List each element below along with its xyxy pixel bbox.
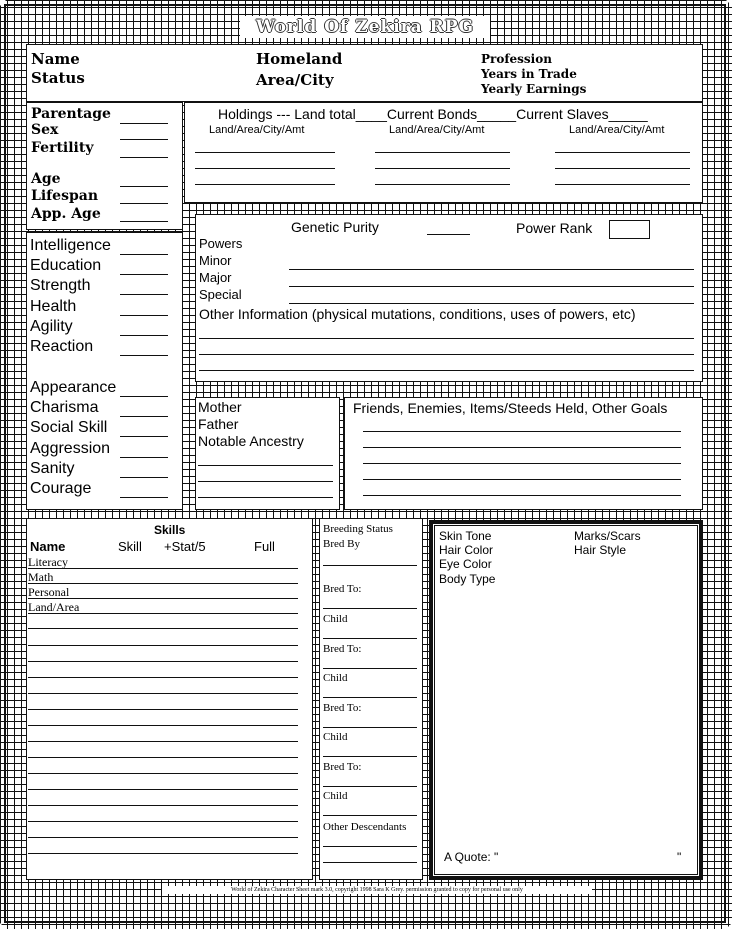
holdings-heading: Holdings --- Land total____Current Bonds_____Current Slaves_____ [218,106,648,122]
power-rank-label: Power Rank [516,220,593,236]
status-label: Status [31,69,85,87]
aggression-line [120,457,168,458]
skill-line [28,741,298,742]
name-label: Name [31,50,80,68]
major-label: Major [199,270,232,285]
breeding-entry-line [323,638,417,639]
holdings-line [555,184,690,185]
agility-line [120,335,168,336]
skill-line [28,645,298,646]
hair-color-label: Hair Color [439,543,494,557]
lifespan-label: Lifespan [31,188,99,204]
ancestry-line [198,465,333,466]
skill-line [28,583,298,584]
skill-line [28,613,298,614]
father-label: Father [198,416,239,432]
appearance-line [120,396,168,397]
holdings-line [195,184,335,185]
holdings-col2-label: Land/Area/City/Amt [389,124,485,136]
breeding-entry-label: Bred To: [323,702,362,714]
other-info-line [199,370,694,371]
breeding-entry-line [323,815,417,816]
social-skill-label: Social Skill [30,419,108,436]
strength-label: Strength [30,277,91,294]
strength-line [120,294,168,295]
marks-scars-label: Marks/Scars [574,529,641,543]
skill-row-label: Literacy [28,555,68,569]
lifespan-line [120,203,168,204]
skill-line [28,789,298,790]
minor-line [289,269,694,270]
skill-line [28,837,298,838]
mother-label: Mother [198,399,242,415]
intelligence-label: Intelligence [30,237,111,254]
skill-line [28,598,298,599]
homeland-label: Homeland [256,50,343,68]
holdings-line [195,152,335,153]
age-line [120,186,168,187]
holdings-line [195,168,335,169]
sheet-title: World Of Zekira RPG [240,16,490,38]
minor-label: Minor [199,253,232,268]
descendants-line [323,862,417,863]
holdings-line [555,152,690,153]
skill-line [28,709,298,710]
parentage-label: Parentage [31,106,111,122]
breeding-entry-label: Bred To: [323,761,362,773]
powers-label: Powers [199,236,243,251]
skill-line [28,628,298,629]
friends-line [363,431,681,432]
hair-style-label: Hair Style [574,543,627,557]
skills-col-full: Full [254,539,275,554]
ancestry-line [198,481,333,482]
friends-label: Friends, Enemies, Items/Steeds Held, Other Goals [353,400,668,416]
notable-ancestry-label: Notable Ancestry [198,433,304,449]
genetics-panel [195,214,703,382]
other-descendants-label: Other Descendants [323,821,407,833]
breeding-entry-label: Child [323,672,348,684]
bred-by-label: Bred By [323,538,360,550]
skills-col-name: Name [30,539,66,554]
social-skill-line [120,436,168,437]
skill-line [28,677,298,678]
descendants-line [323,846,417,847]
quote-label: A Quote: " [444,850,499,864]
intelligence-line [120,254,168,255]
aggression-label: Aggression [30,440,111,457]
skills-heading: Skills [154,523,186,537]
breeding-entry-line [323,608,417,609]
breeding-entry-label: Child [323,613,348,625]
holdings-line [555,168,690,169]
sex-label: Sex [31,122,59,138]
genetic-purity-line [427,234,470,235]
sex-line [120,139,168,140]
skill-line [28,661,298,662]
skill-row-label: Land/Area [28,600,80,614]
body-type-label: Body Type [439,572,496,586]
area-city-label: Area/City [256,71,334,89]
reaction-line [120,355,168,356]
holdings-line [375,168,510,169]
breeding-entry-label: Bred To: [323,643,362,655]
breeding-entry-line [323,756,417,757]
charisma-line [120,416,168,417]
app-age-line [120,221,168,222]
education-line [120,274,168,275]
skills-col-skill: Skill [118,539,142,554]
skills-panel [26,518,313,880]
other-info-label: Other Information (physical mutations, conditions, uses of powers, etc) [199,306,636,322]
health-line [120,315,168,316]
major-line [289,286,694,287]
holdings-line [375,152,510,153]
genetic-purity-label: Genetic Purity [291,219,379,235]
skill-row-label: Math [28,570,54,584]
breeding-entry-label: Child [323,790,348,802]
yearly-earnings-label: Yearly Earnings [481,82,587,96]
skill-line [28,805,298,806]
charisma-label: Charisma [30,399,99,416]
friends-line [363,495,681,496]
friends-line [363,463,681,464]
special-label: Special [199,287,242,302]
parentage-line [120,123,168,124]
friends-line [363,479,681,480]
skill-row-label: Personal [28,585,70,599]
skin-tone-label: Skin Tone [439,529,492,543]
courage-line [120,497,168,498]
ancestry-line [198,497,333,498]
breeding-entry-line [323,786,417,787]
power-rank-box [609,220,650,239]
breeding-entry-line [323,697,417,698]
special-line [289,303,694,304]
footer-copyright: World of Zekira Character Sheet mark 3.0, copyright 1998 Sara K Grey. permission granted to copy for personal use only [162,886,592,894]
eye-color-label: Eye Color [439,557,492,571]
holdings-col1-label: Land/Area/City/Amt [209,124,305,136]
sanity-label: Sanity [30,460,75,477]
profession-label: Profession [481,52,552,66]
friends-line [363,447,681,448]
fertility-line [120,157,168,158]
other-info-line [199,354,694,355]
skill-line [28,853,298,854]
bred-by-line [323,565,417,566]
breeding-entry-line [323,727,417,728]
reaction-label: Reaction [30,338,94,355]
health-label: Health [30,298,77,315]
holdings-col3-label: Land/Area/City/Amt [569,124,665,136]
fertility-label: Fertility [31,140,94,156]
skill-line [28,568,298,569]
education-label: Education [30,257,102,274]
skill-line [28,725,298,726]
header-panel [26,44,703,102]
sanity-line [120,477,168,478]
years-in-trade-label: Years in Trade [481,67,577,81]
agility-label: Agility [30,318,73,335]
other-info-line [199,338,694,339]
skills-col-stat: +Stat/5 [164,539,206,554]
courage-label: Courage [30,480,92,497]
skill-line [28,773,298,774]
quote-end-mark: " [677,850,682,864]
breeding-heading: Breeding Status [323,523,393,535]
skill-line [28,821,298,822]
holdings-line [375,184,510,185]
skill-line [28,693,298,694]
breeding-entry-label: Bred To: [323,583,362,595]
age-label: Age [31,171,61,187]
breeding-entry-line [323,668,417,669]
app-age-label: App. Age [31,206,101,222]
appearance-label: Appearance [30,379,117,396]
skill-line [28,757,298,758]
breeding-entry-label: Child [323,731,348,743]
